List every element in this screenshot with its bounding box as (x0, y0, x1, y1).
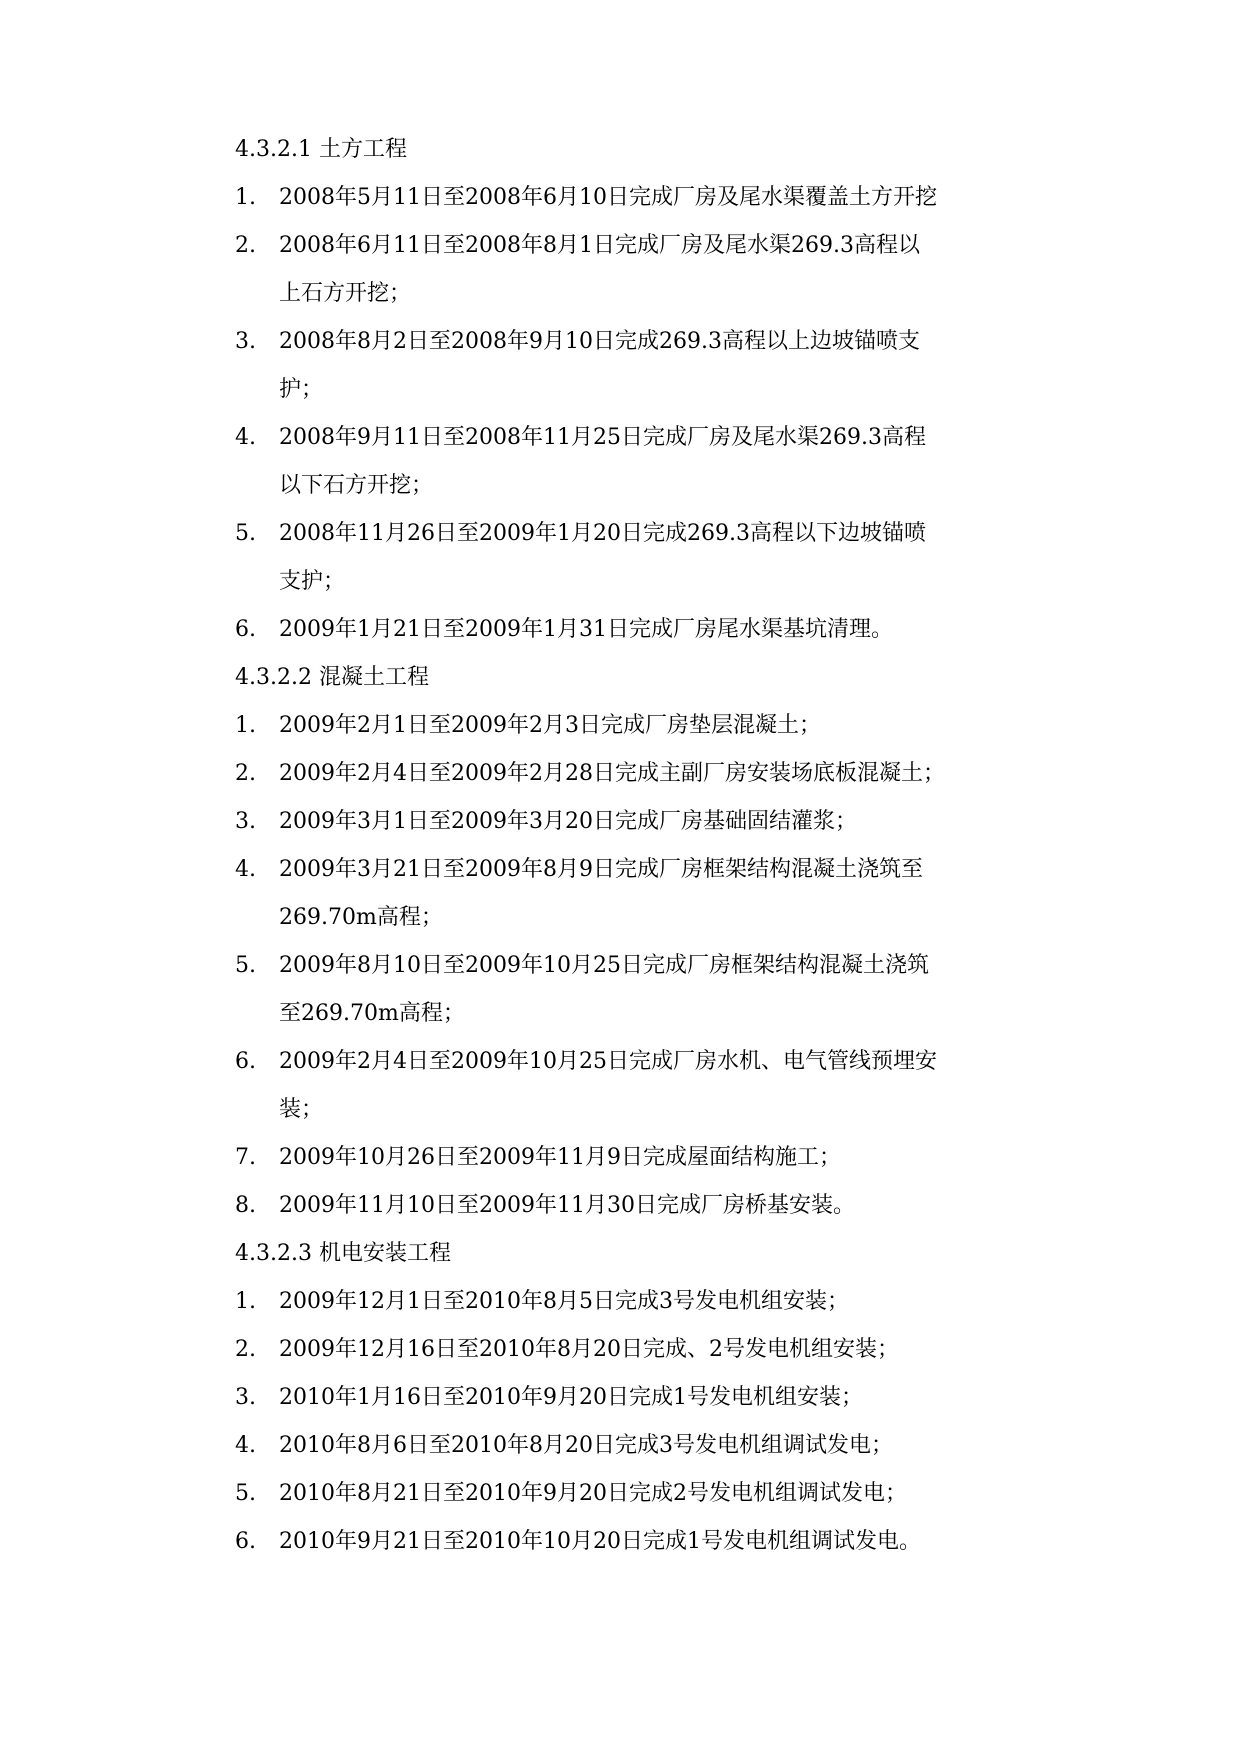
list-item-text: 2008年9月11日至2008年11月25日完成厂房及尾水渠269.3高程 (279, 425, 926, 450)
list-item-text: 2009年1月21日至2009年1月31日完成厂房尾水渠基坑清理。 (279, 617, 893, 642)
list-item-text: 2010年9月21日至2010年10月20日完成1号发电机组调试发电。 (279, 1529, 921, 1554)
list-item-number: 3. (235, 1385, 256, 1410)
list-item-text: 2009年8月10日至2009年10月25日完成厂房框架结构混凝土浇筑 (279, 953, 929, 978)
list-item-number: 6. (235, 1049, 256, 1074)
list-item-number: 6. (235, 1529, 256, 1554)
list-item-number: 7. (235, 1145, 256, 1170)
list-item-number: 8. (235, 1193, 256, 1218)
list-item-continuation: 269.70m高程； (279, 905, 443, 930)
section-heading: 4.3.2.1 土方工程 (235, 137, 407, 162)
list-item-text: 2010年1月16日至2010年9月20日完成1号发电机组安装； (279, 1385, 863, 1410)
list-item-continuation: 至269.70m高程； (279, 1001, 465, 1026)
list-item-number: 5. (235, 521, 256, 546)
list-item-number: 4. (235, 857, 256, 882)
list-item-number: 2. (235, 233, 256, 258)
list-item-number: 4. (235, 1433, 256, 1458)
list-item-text: 2009年2月4日至2009年2月28日完成主副厂房安装场底板混凝土； (279, 761, 945, 786)
list-item-text: 2009年3月1日至2009年3月20日完成厂房基础固结灌浆； (279, 809, 857, 834)
list-item-number: 6. (235, 617, 256, 642)
list-item-text: 2008年8月2日至2008年9月10日完成269.3高程以上边坡锚喷支 (279, 329, 920, 354)
list-item-text: 2009年2月1日至2009年2月3日完成厂房垫层混凝土； (279, 713, 821, 738)
list-item-number: 4. (235, 425, 256, 450)
list-item-number: 1. (235, 185, 256, 210)
list-item-text: 2010年8月6日至2010年8月20日完成3号发电机组调试发电； (279, 1433, 893, 1458)
list-item-number: 2. (235, 761, 256, 786)
list-item-number: 5. (235, 1481, 256, 1506)
list-item-text: 2008年11月26日至2009年1月20日完成269.3高程以下边坡锚喷 (279, 521, 926, 546)
list-item-continuation: 以下石方开挖； (279, 473, 434, 498)
list-item-number: 1. (235, 713, 256, 738)
list-item-text: 2009年2月4日至2009年10月25日完成厂房水机、电气管线预埋安 (279, 1049, 937, 1074)
list-item-number: 5. (235, 953, 256, 978)
section-heading: 4.3.2.3 机电安装工程 (235, 1241, 451, 1266)
list-item-number: 3. (235, 329, 256, 354)
list-item-number: 1. (235, 1289, 256, 1314)
section-heading: 4.3.2.2 混凝土工程 (235, 665, 429, 690)
list-item-text: 2008年6月11日至2008年8月1日完成厂房及尾水渠269.3高程以 (279, 233, 920, 258)
list-item-continuation: 上石方开挖； (279, 281, 412, 306)
list-item-text: 2009年10月26日至2009年11月9日完成屋面结构施工； (279, 1145, 841, 1170)
list-item-text: 2008年5月11日至2008年6月10日完成厂房及尾水渠覆盖土方开挖 (279, 185, 937, 210)
list-item-number: 2. (235, 1337, 256, 1362)
list-item-number: 3. (235, 809, 256, 834)
list-item-text: 2009年11月10日至2009年11月30日完成厂房桥基安装。 (279, 1193, 855, 1218)
list-item-text: 2009年3月21日至2009年8月9日完成厂房框架结构混凝土浇筑至 (279, 857, 923, 882)
list-item-text: 2009年12月16日至2010年8月20日完成、2号发电机组安装； (279, 1337, 899, 1362)
list-item-continuation: 装； (279, 1097, 324, 1122)
list-item-text: 2009年12月1日至2010年8月5日完成3号发电机组安装； (279, 1289, 849, 1314)
list-item-continuation: 护； (279, 377, 324, 402)
list-item-continuation: 支护； (279, 569, 346, 594)
list-item-text: 2010年8月21日至2010年9月20日完成2号发电机组调试发电； (279, 1481, 907, 1506)
